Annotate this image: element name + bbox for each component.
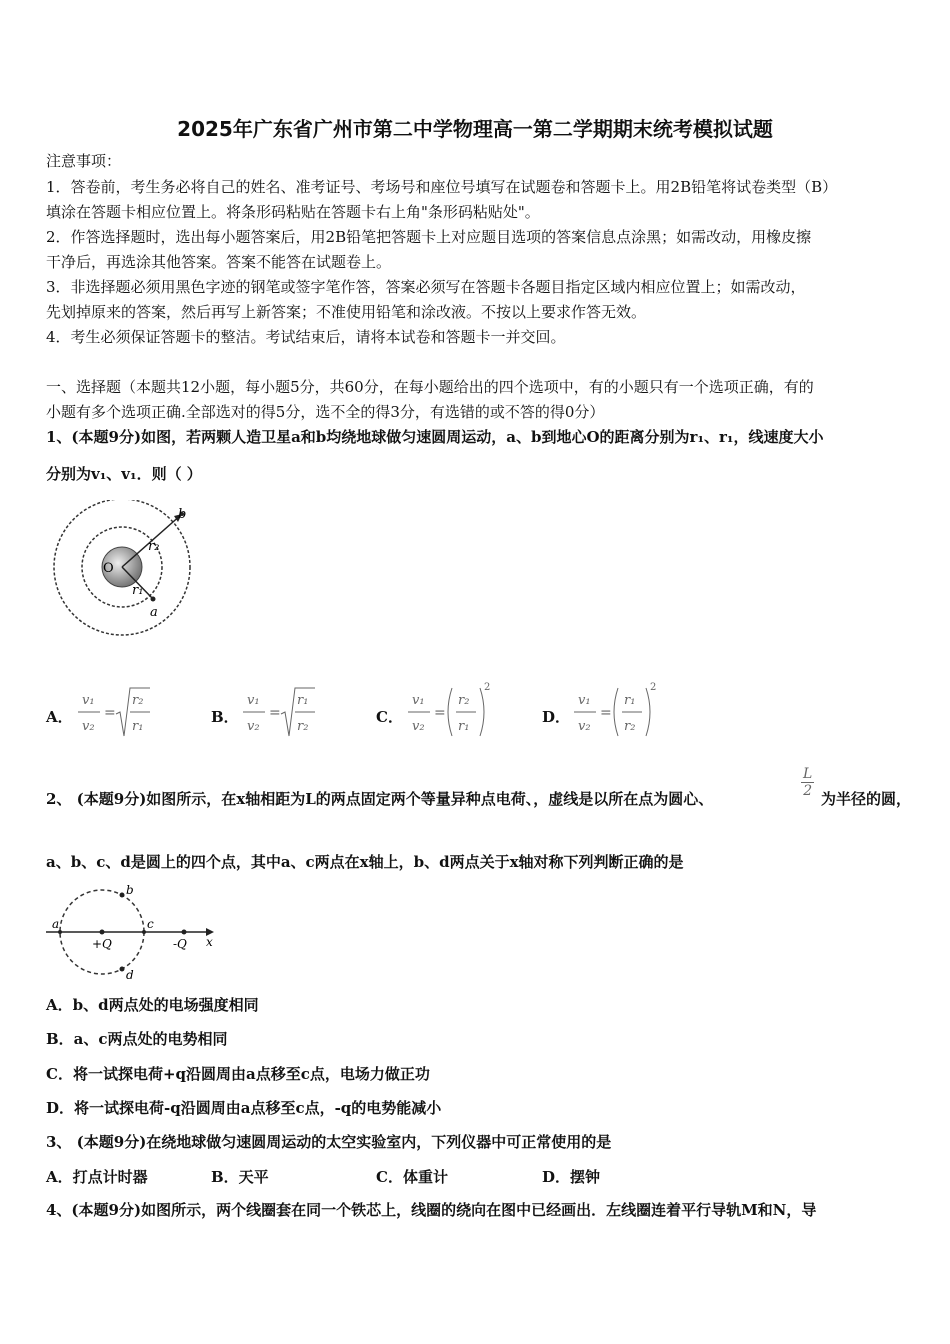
q2-stem-line-2: a、b、c、d是圆上的四个点，其中a、c两点在x轴上，b、d两点关于x轴对称下列判断正确的是 [46,853,684,871]
q2-radius-fraction [801,766,814,799]
label-o: O [103,561,114,576]
point-b [120,893,125,898]
negative-charge [182,930,187,935]
q2-frac-num: L [803,766,813,782]
orbit-figure [50,500,200,640]
label-r2: r₂ [148,539,160,554]
notice-line-4: 干净后，再选涂其他答案。答案不能答在试题卷上。 [46,253,392,271]
label-neg-q: -Q [173,937,187,951]
label-b: b [178,507,187,522]
svg-text:r₂: r₂ [132,693,144,708]
q1-option-b-formula [239,686,319,744]
q3-option-d: D．摆钟 [542,1168,601,1186]
label-d: d [126,968,134,982]
svg-text:r₂: r₂ [458,693,470,708]
svg-text:v₁: v₁ [82,693,95,708]
charge-figure [44,882,224,982]
svg-text:v₁: v₁ [247,693,260,708]
q1-option-d-formula [570,680,660,744]
label-r1: r₁ [132,583,144,598]
label-c: c [147,917,154,931]
svg-text:=: = [600,705,612,721]
point-d [120,967,125,972]
q1-option-c-label: C． [376,708,403,726]
satellite-a [151,597,156,602]
svg-text:v₁: v₁ [412,693,425,708]
svg-text:r₁: r₁ [297,693,309,708]
svg-text:r₁: r₁ [624,693,636,708]
notice-line-3: 2．作答选择题时，选出每小题答案后，用2B铅笔把答题卡上对应题目选项的答案信息点涂黑；如需改动，用橡皮擦 [46,228,812,246]
svg-text:=: = [434,705,446,721]
svg-text:r₁: r₁ [458,719,470,734]
section1-line-2: 小题有多个选项正确.全部选对的得5分，选不全的得3分，有选错的或不答的得0分） [46,403,605,421]
label-x: x [206,935,213,949]
svg-text:r₂: r₂ [297,719,309,734]
q3-option-a: A．打点计时器 [46,1168,148,1186]
notice-heading: 注意事项： [46,152,122,170]
q4-stem: 4、(本题9分)如图所示，两个线圈套在同一个铁芯上，线圈的绕向在图中已经画出．左线圈连着平行导轨M和N，导 [46,1201,817,1219]
q2-option-c: C．将一试探电荷+q沿圆周由a点移至c点，电场力做正功 [46,1065,430,1083]
label-pos-q: +Q [92,937,112,951]
label-a: a [52,917,60,931]
q2-option-d: D．将一试探电荷-q沿圆周由a点移至c点，-q的电势能减小 [46,1099,442,1117]
svg-text:r₁: r₁ [132,719,144,734]
notice-line-2: 填涂在答题卡相应位置上。将条形码粘贴在答题卡右上角"条形码粘贴处"。 [46,203,540,221]
svg-text:v₂: v₂ [247,719,260,734]
q1-stem-line-2: 分别为v₁、v₁．则（ ） [46,465,202,483]
notice-line-1: 1．答卷前，考生务必将自己的姓名、准考证号、考场号和座位号填写在试题卷和答题卡上。用2B铅笔将试卷类型（B） [46,178,838,196]
q2-stem-line-1: 2、 (本题9分)如图所示，在x轴相距为L的两点固定两个等量异种点电荷、，虚线是以所在点为圆心、 [46,790,714,808]
svg-text:v₂: v₂ [412,719,425,734]
svg-text:r₂: r₂ [624,719,636,734]
label-b: b [126,883,134,897]
q2-stem-line-1-tail: 为半径的圆， [821,790,912,808]
svg-text:=: = [104,705,116,721]
notice-line-5: 3．非选择题必须用黑色字迹的钢笔或签字笔作答，答案必须写在答题卡各题目指定区域内相应位置上；如需改动， [46,278,806,296]
q2-frac-den: 2 [803,783,813,799]
notice-line-6: 先划掉原来的答案，然后再写上新答案；不准使用铅笔和涂改液。不按以上要求作答无效。 [46,303,647,321]
notice-line-7: 4．考生必须保证答题卡的整洁。考试结束后，请将本试卷和答题卡一并交回。 [46,328,566,346]
svg-text:v₁: v₁ [578,693,591,708]
positive-charge [100,930,105,935]
q1-option-a-formula [74,686,154,744]
q2-option-a: A．b、d两点处的电场强度相同 [46,996,259,1014]
q2-option-b: B．a、c两点处的电势相同 [46,1030,228,1048]
q1-stem-line-1: 1、(本题9分)如图，若两颗人造卫星a和b均绕地球做匀速圆周运动，a、b到地心O的距离分别为r₁、r₁，线速度大小 [46,428,824,446]
svg-text:2: 2 [650,682,657,693]
svg-text:v₂: v₂ [82,719,95,734]
page-title: 2025年广东省广州市第二中学物理高一第二学期期末统考模拟试题 [177,117,773,141]
svg-text:=: = [269,705,281,721]
point-c [142,930,146,934]
q1-option-d-label: D． [542,708,571,726]
q1-option-b-label: B． [211,708,239,726]
section1-line-1: 一、选择题（本题共12小题，每小题5分，共60分，在每小题给出的四个选项中，有的小题只有一个选项正确，有的 [46,378,814,396]
label-a: a [150,605,158,620]
q1-option-c-formula [404,680,494,744]
q3-option-b: B．天平 [211,1168,269,1186]
q1-option-a-label: A． [46,708,73,726]
svg-text:v₂: v₂ [578,719,591,734]
q3-stem: 3、 (本题9分)在绕地球做匀速圆周运动的太空实验室内，下列仪器中可正常使用的是 [46,1133,612,1151]
q3-option-c: C．体重计 [376,1168,448,1186]
svg-text:2: 2 [484,682,491,693]
